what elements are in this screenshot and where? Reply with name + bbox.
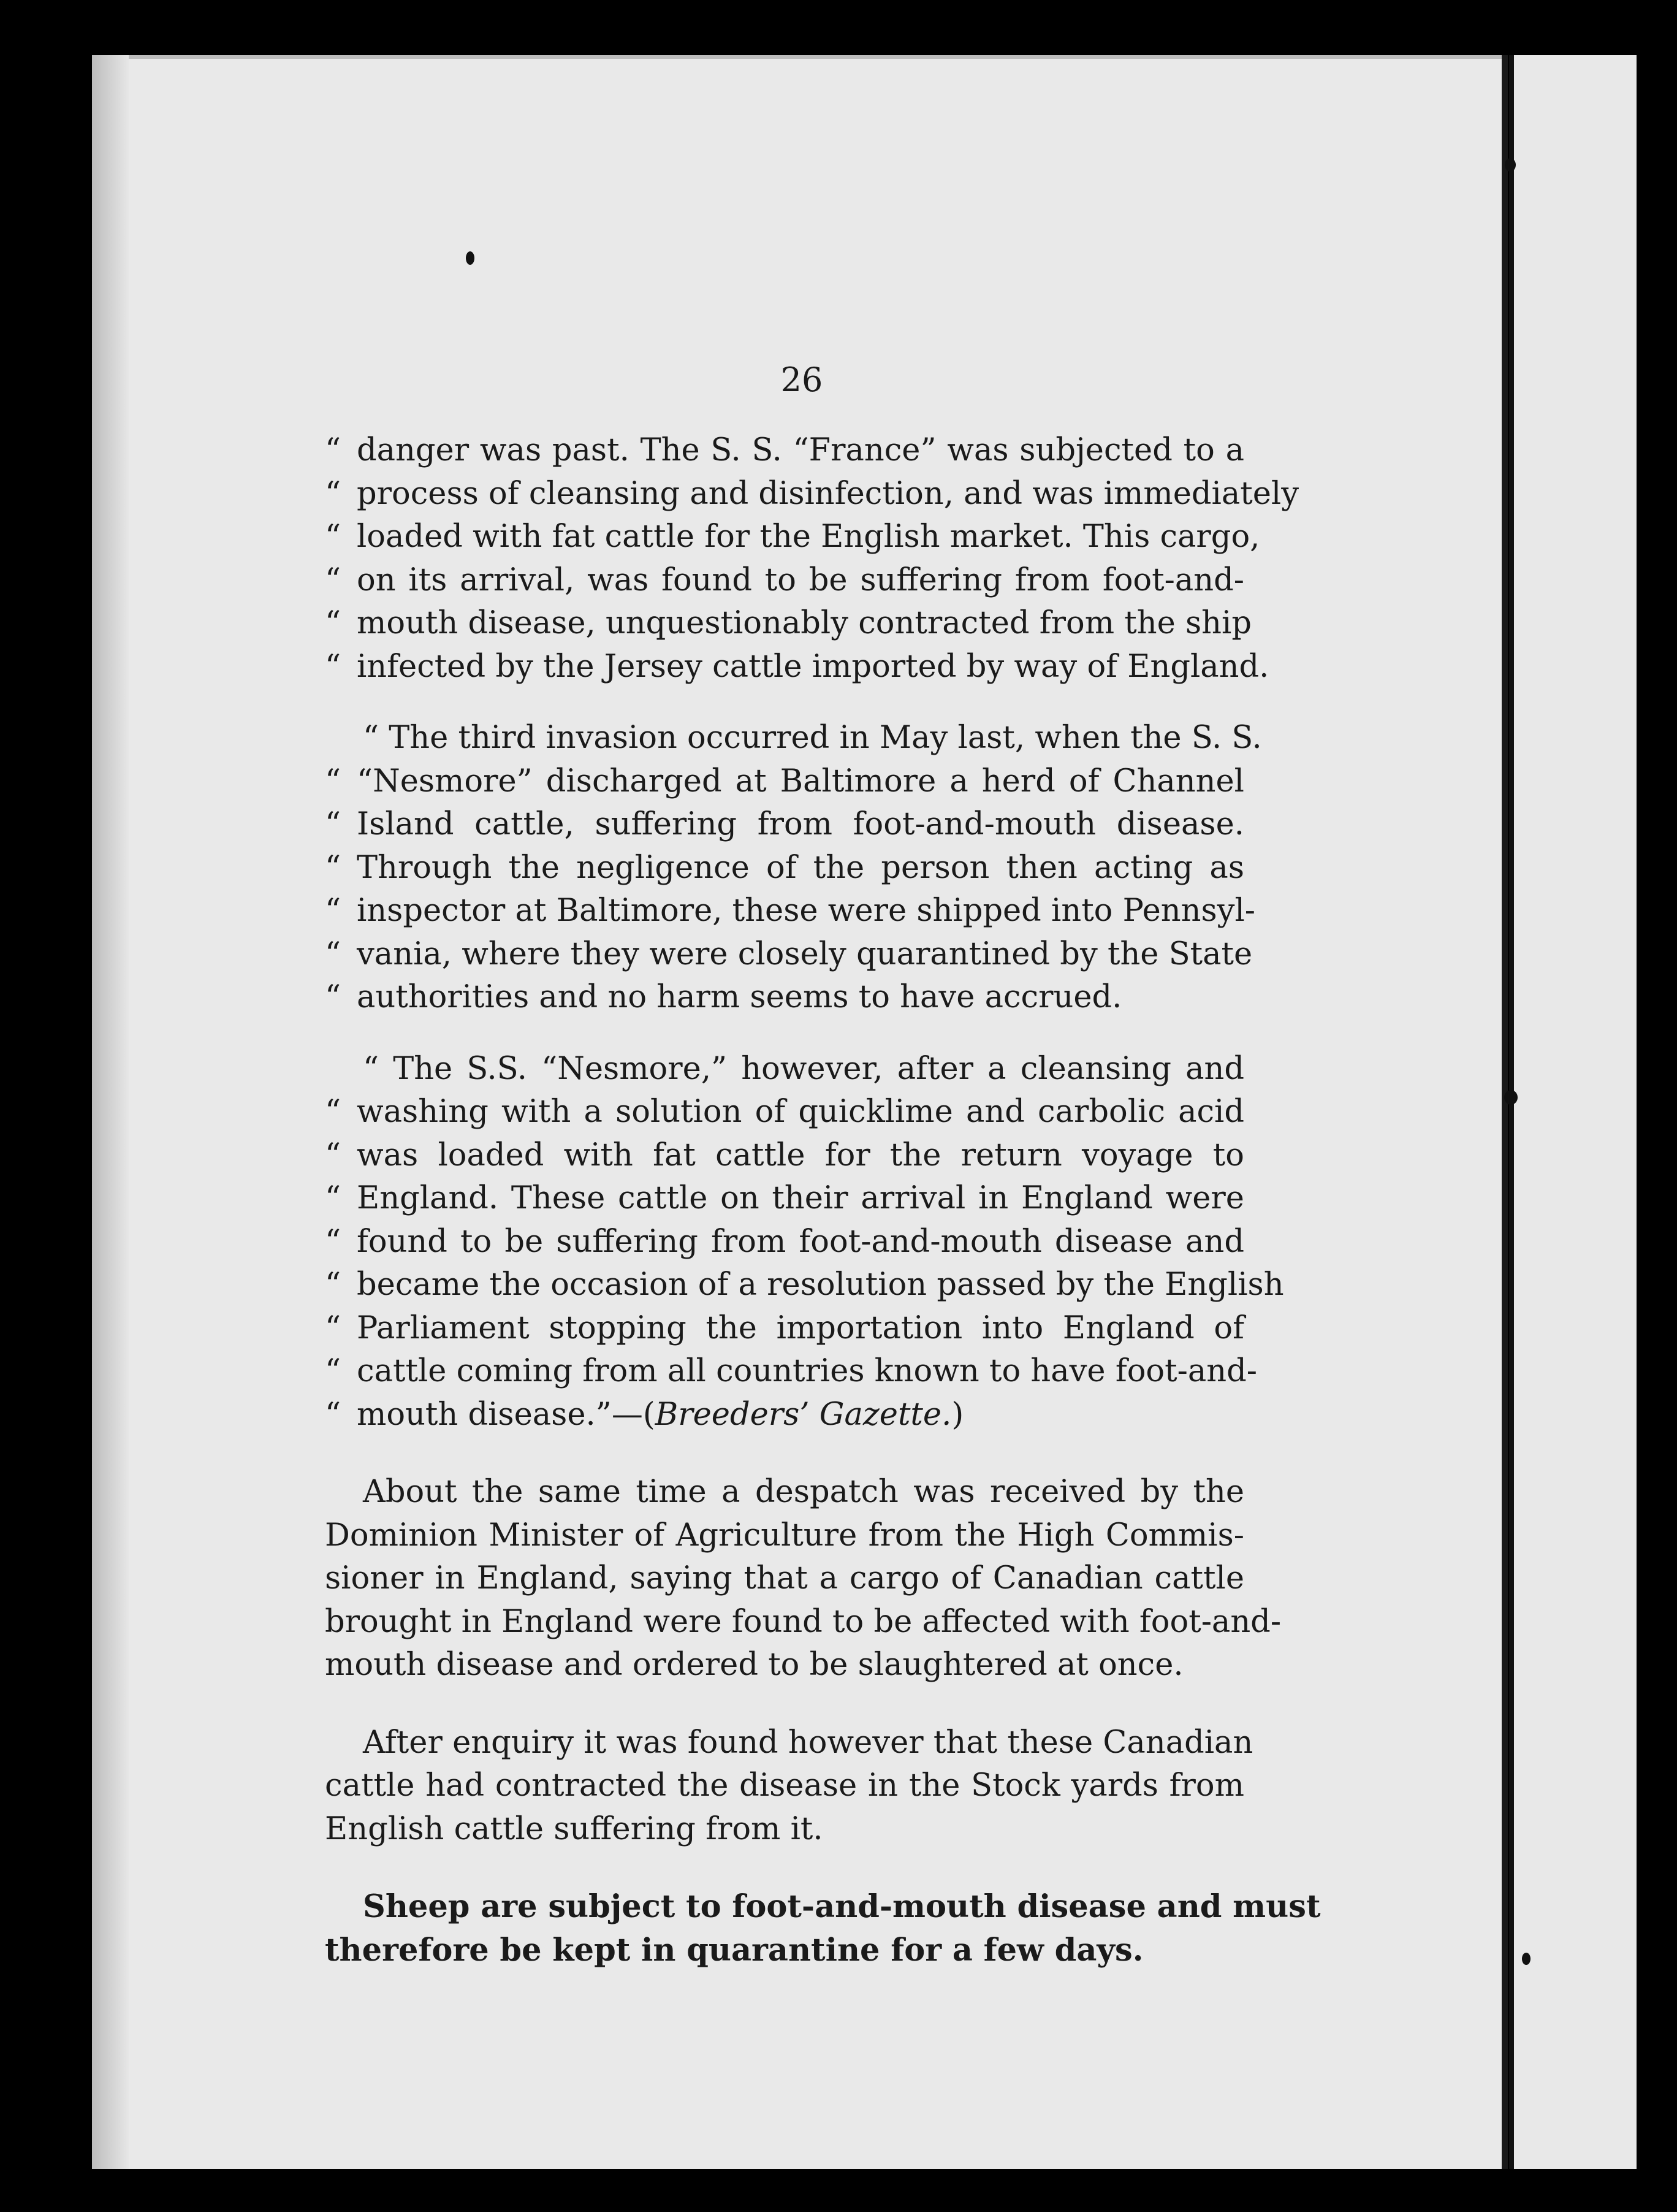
text-line: “ infected by the Jersey cattle imported by way of England. xyxy=(325,648,1269,685)
text-line: “ found to be suffering from foot-and-mouth disease and xyxy=(325,1223,1244,1260)
binding-dot xyxy=(1522,1953,1531,1965)
body-text xyxy=(325,429,1321,2000)
text-line: “ mouth disease, unquestionably contracted from the ship xyxy=(325,605,1252,641)
text-line: “ washing with a solution of quicklime and carbolic acid xyxy=(325,1094,1244,1130)
text-line: cattle had contracted the disease in the Stock yards from xyxy=(325,1768,1244,1804)
text-line: “ mouth disease.”—(Breeders’ Gazette.) xyxy=(325,1396,964,1433)
paragraph-1 xyxy=(325,429,1299,688)
text-line: “ “Nesmore” discharged at Baltimore a herd of Channel xyxy=(325,763,1244,799)
page-number: 26 xyxy=(780,360,823,399)
citation-source: Breeders’ Gazette. xyxy=(655,1396,952,1433)
text-line: therefore be kept in quarantine for a few days. xyxy=(325,1931,1144,1969)
text-line: “ vania, where they were closely quarantined by the State xyxy=(325,936,1253,972)
text-line: About the same time a despatch was received by the xyxy=(363,1474,1244,1510)
text-line: “ danger was past. The S. S. “France” was subjected to a xyxy=(325,432,1244,468)
ink-speck xyxy=(466,251,474,265)
text-line: After enquiry it was found however that these Canadian xyxy=(363,1724,1253,1761)
text-line: “ England. These cattle on their arrival in England were xyxy=(325,1180,1244,1216)
text-line: Dominion Minister of Agriculture from the High Commis- xyxy=(325,1517,1244,1554)
text-line: “ loaded with fat cattle for the English market. This cargo, xyxy=(325,519,1260,555)
paragraph-6 xyxy=(325,1885,1321,1972)
text-line: “ Island cattle, suffering from foot-and-mouth disease. xyxy=(325,806,1244,842)
text-line: “ on its arrival, was found to be suffering from foot-and- xyxy=(325,562,1244,598)
paragraph-3 xyxy=(325,1048,1284,1437)
paragraph-4 xyxy=(325,1471,1282,1687)
text-line: “ cattle coming from all countries known to have foot-and- xyxy=(325,1353,1257,1389)
text-line: English cattle suffering from it. xyxy=(325,1810,823,1847)
text-line: “ process of cleansing and disinfection, and was immediately xyxy=(325,475,1299,512)
paragraph-5 xyxy=(325,1722,1253,1852)
binding-dot xyxy=(1504,1090,1518,1105)
paragraph-2 xyxy=(325,717,1262,1020)
text-line: sioner in England, saying that a cargo of Canadian cattle xyxy=(325,1560,1244,1596)
binding-dot xyxy=(1505,158,1516,172)
text-line: “ inspector at Baltimore, these were shipped into Pennsyl- xyxy=(325,893,1256,929)
text-line: “ was loaded with fat cattle for the return voyage to xyxy=(325,1137,1244,1173)
text-line: “ Through the negligence of the person then acting as xyxy=(325,849,1244,886)
text-line: “ became the occasion of a resolution passed by the English xyxy=(325,1267,1284,1303)
text-line: “ Parliament stopping the importation into England of xyxy=(325,1310,1244,1346)
text-line: “ authorities and no harm seems to have accrued. xyxy=(325,979,1122,1015)
text-line: brought in England were found to be affected with foot-and- xyxy=(325,1603,1282,1640)
text-line: “ The third invasion occurred in May last, when the S. S. xyxy=(363,720,1262,756)
text-line: mouth disease and ordered to be slaughtered at once. xyxy=(325,1647,1184,1683)
text-line: Sheep are subject to foot-and-mouth disease and must xyxy=(363,1888,1321,1925)
text-line: “ The S.S. “Nesmore,” however, after a cleansing and xyxy=(363,1050,1244,1087)
